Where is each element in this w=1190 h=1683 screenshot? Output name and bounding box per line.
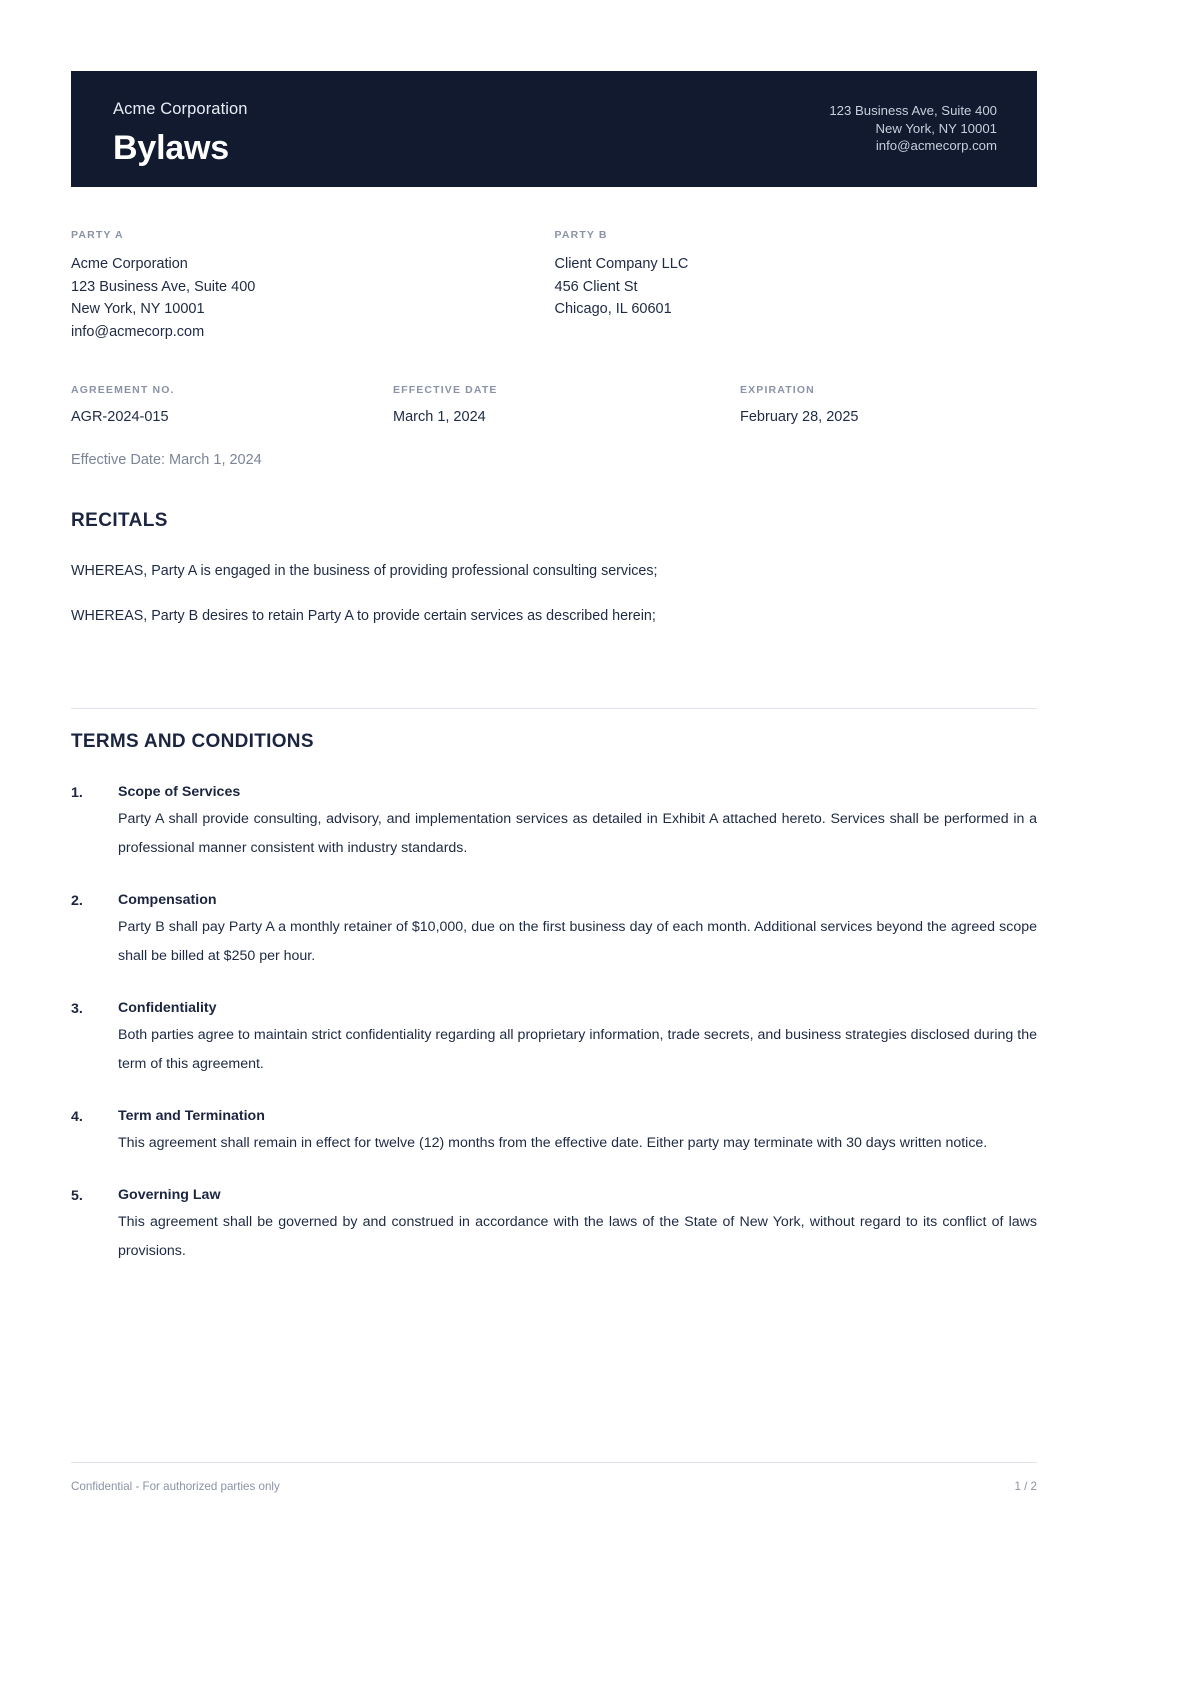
meta-agreement-no [71, 383, 368, 427]
party-b-city: Chicago, IL 60601 [554, 301, 672, 317]
clause-number: 1. [71, 785, 83, 801]
clause-item [71, 890, 1037, 971]
party-a-label: PARTY A [71, 229, 124, 241]
page-title: Bylaws [113, 129, 229, 167]
party-b-label: PARTY B [554, 229, 608, 241]
clause-item [71, 782, 1037, 863]
header-identity [113, 99, 248, 168]
party-a-details [71, 253, 554, 343]
clause-body [118, 782, 1037, 863]
recital-paragraph: WHEREAS, Party B desires to retain Party A to provide certain services as described herein; [71, 608, 656, 624]
clause-title: Confidentiality [118, 1000, 217, 1016]
party-b-details [555, 253, 1038, 321]
party-b-block [554, 228, 1038, 343]
meta-expiration-value: February 28, 2025 [740, 409, 859, 425]
meta-effective-date-value: March 1, 2024 [393, 409, 486, 425]
clause-body [118, 1185, 1037, 1266]
clause-item [71, 1106, 1037, 1158]
document-footer [71, 1479, 1037, 1495]
party-a-block [71, 228, 554, 343]
party-a-street: 123 Business Ave, Suite 400 [71, 278, 256, 295]
party-b-name: Client Company LLC [554, 256, 689, 272]
clause-text: This agreement shall be governed by and construed in accordance with the laws of the State of New York, without regard to its conflict of laws provisions. [118, 1214, 1037, 1259]
recitals-section [71, 508, 1037, 627]
footer-page-number: 1 / 2 [1014, 1480, 1037, 1493]
clause-text: This agreement shall remain in effect for twelve (12) months from the effective date. Either party may terminate with 30 days written notice. [118, 1135, 988, 1151]
company-name: Acme Corporation [113, 100, 248, 118]
header-address-line1: 123 Business Ave, Suite 400 [829, 103, 997, 118]
meta-effective-date [368, 383, 690, 427]
section-divider [71, 708, 1037, 709]
header-address-line2: New York, NY 10001 [875, 120, 997, 136]
footer-divider [71, 1462, 1037, 1463]
terms-heading: TERMS AND CONDITIONS [71, 731, 314, 752]
footer-confidentiality-note: Confidential - For authorized parties only [71, 1480, 280, 1493]
party-b-street: 456 Client St [554, 278, 638, 295]
header-email: info@acmecorp.com [875, 138, 997, 153]
recital-paragraph: WHEREAS, Party A is engaged in the business of providing professional consulting services; [71, 563, 658, 579]
clause-title: Governing Law [118, 1187, 221, 1203]
meta-agreement-no-value: AGR-2024-015 [71, 409, 169, 425]
clause-text: Party B shall pay Party A a monthly retainer of $10,000, due on the first business day of each month. Additional services beyond the agreed scope shall be billed at $250 per hour. [118, 919, 1037, 964]
party-a-name: Acme Corporation [71, 256, 188, 272]
header-contact-block [829, 99, 997, 155]
clause-number: 5. [71, 1188, 83, 1204]
clause-number: 2. [71, 893, 83, 909]
clause-body [118, 1106, 1037, 1158]
clause-title: Term and Termination [118, 1108, 265, 1124]
meta-effective-date-label: EFFECTIVE DATE [393, 384, 498, 396]
document-header [71, 71, 1037, 187]
clause-number: 4. [71, 1109, 83, 1125]
clause-text: Party A shall provide consulting, advisory, and implementation services as detailed in Exhibit A attached hereto. Services shall be performed in a professional manner consistent with industry standards. [118, 811, 1037, 856]
clause-item [71, 998, 1037, 1079]
clause-item [71, 1185, 1037, 1266]
clause-body [118, 890, 1037, 971]
agreement-meta-row [71, 383, 1037, 427]
meta-agreement-no-label: AGREEMENT NO. [71, 384, 175, 396]
effective-date-note: Effective Date: March 1, 2024 [71, 452, 262, 468]
recitals-heading: RECITALS [71, 510, 168, 531]
meta-expiration [690, 383, 1037, 427]
terms-section [71, 729, 1037, 1266]
party-a-email: info@acmecorp.com [71, 323, 205, 340]
clause-number: 3. [71, 1001, 83, 1017]
clause-body [118, 998, 1037, 1079]
clause-text: Both parties agree to maintain strict confidentiality regarding all proprietary information, trade secrets, and business strategies disclosed during the term of this agreement. [118, 1027, 1037, 1072]
clause-title: Compensation [118, 892, 217, 908]
parties-section [71, 228, 1037, 343]
meta-expiration-label: EXPIRATION [740, 384, 815, 396]
clause-title: Scope of Services [118, 784, 241, 800]
party-a-city: New York, NY 10001 [71, 301, 205, 317]
